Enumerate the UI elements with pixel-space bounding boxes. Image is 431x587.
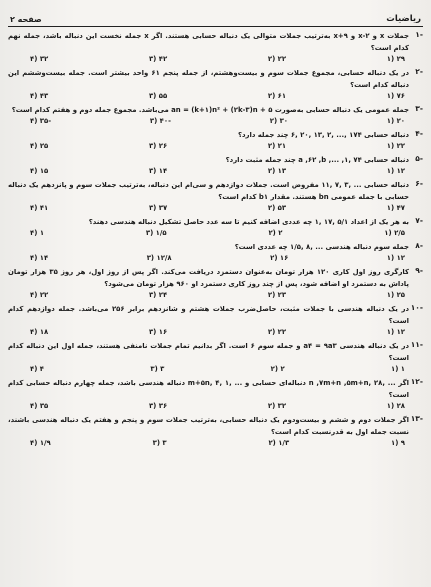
- question-item: [8, 377, 423, 412]
- answer-option[interactable]: ۳۲ (۲: [267, 402, 287, 410]
- question-item: [8, 154, 423, 177]
- question-list: [8, 30, 423, 449]
- question-number: -۱۳: [410, 414, 423, 423]
- answer-options: [8, 166, 409, 177]
- question-item: [8, 303, 423, 338]
- answer-option[interactable]: ۵۳ (۲: [267, 204, 287, 212]
- question-number: -۱۲: [410, 377, 423, 386]
- answer-option[interactable]: -۳۵ (۴: [30, 117, 52, 125]
- answer-option[interactable]: ۲۵ (۴: [30, 142, 49, 150]
- answer-option[interactable]: ۲۲ (۴: [30, 291, 49, 299]
- answer-option[interactable]: ۷۶ (۱: [386, 92, 405, 100]
- page-header: [8, 4, 423, 27]
- answer-options: [8, 141, 409, 152]
- answer-option[interactable]: ۴۳ (۴: [30, 92, 49, 100]
- answer-option[interactable]: ۱۲ (۱: [386, 167, 405, 175]
- question-number: -۹: [415, 266, 423, 275]
- answer-option[interactable]: ۱۶ (۳: [148, 328, 168, 336]
- answer-option[interactable]: ۲۲ (۱: [386, 142, 405, 150]
- answer-option[interactable]: ۳۰ (۲: [269, 117, 288, 125]
- answer-options: [8, 228, 409, 239]
- question-item: [8, 129, 423, 152]
- answer-option[interactable]: ۲۲ (۲: [267, 328, 287, 336]
- question-item: [8, 340, 423, 375]
- answer-option[interactable]: ۱/۵ (۳: [145, 229, 167, 237]
- answer-option[interactable]: ۳۷ (۳: [148, 204, 168, 212]
- question-text: در یک دنباله حسابی، مجموع جملات سوم و بیست‌وهشتم، از جمله پنجم ۶۱ واحد بیشتر است. جمله بیست‌وششم این دنباله کدام است؟: [8, 69, 409, 89]
- question-item: [8, 104, 423, 127]
- answer-option[interactable]: ۲۶ (۳: [148, 142, 168, 150]
- question-text: جملات x و x-۲ و x+۹ به‌ترتیب جملات متوالی یک دنباله حسابی هستند. اگر x جمله نخست این دنباله باشد، جمله نهم کدام است؟: [8, 32, 409, 52]
- question-text: در یک دنباله هندسی با جملات مثبت، حاصل‌ضرب جملات هشتم و شانزدهم برابر ۲۵۶ می‌باشد. جمله دوازدهم کدام است؟: [8, 305, 409, 325]
- question-number: -۳: [415, 104, 423, 113]
- question-number: -۱۰: [410, 303, 423, 312]
- question-text: اگر ... ,۲۸ ,n ,۷m+n ,۵m+n دنباله‌ای حسابی و ... ,۱ ,۴ ,m+۵n دنباله هندسی باشد، جمله چهارم دنباله حسابی کدام است؟: [8, 379, 409, 399]
- question-text: دنباله حسابی ۱۷۴ ,... ,۲ ,۱۳ ,۲۰ ,۶ چند جمله دارد؟: [237, 131, 409, 139]
- answer-option[interactable]: ۲ (۲: [270, 365, 285, 373]
- answer-option[interactable]: ۱۶ (۲: [270, 254, 289, 262]
- question-text: جمله سوم دنباله هندسی ... ,۸ ,۱/۵ چه عددی است؟: [234, 243, 409, 251]
- question-text: به هر یک از اعداد ۵/۱ ,۱۷ ,۱ چه عددی اضافه کنیم تا سه عدد حاصل تشکیل دنباله هندسی دهند؟: [88, 218, 409, 226]
- answer-options: [8, 401, 409, 412]
- question-item: [8, 216, 423, 239]
- answer-option[interactable]: ۲۵ (۱: [386, 291, 405, 299]
- question-number: -۶: [415, 179, 423, 188]
- answer-options: [8, 364, 409, 375]
- question-text: اگر جملات دوم و ششم و بیست‌ودوم یک دنباله حسابی، به‌ترتیب جملات سوم و پنجم و هفتم یک دنباله هندسی باشند، نسبت جمله اول به قدرنسبت کدام است؟: [8, 416, 409, 436]
- answer-options: [8, 290, 409, 301]
- answer-option[interactable]: ۲۰ (۱: [386, 117, 405, 125]
- answer-option[interactable]: -۴۰ (۳: [149, 117, 171, 125]
- question-item: [8, 414, 423, 449]
- answer-option[interactable]: ۱۲ (۱: [386, 254, 405, 262]
- answer-option[interactable]: ۲۹ (۱: [386, 55, 405, 63]
- question-number: -۷: [415, 216, 423, 225]
- answer-option[interactable]: ۲۸ (۱: [386, 402, 405, 410]
- question-number: -۱: [415, 30, 423, 39]
- question-number: -۴: [415, 129, 423, 138]
- answer-option[interactable]: ۴۱ (۴: [30, 204, 49, 212]
- answer-option[interactable]: ۲ (۲: [268, 229, 283, 237]
- answer-option[interactable]: ۲۴ (۳: [148, 291, 168, 299]
- answer-option[interactable]: ۱۲ (۱: [386, 328, 405, 336]
- question-text: جمله عمومی یک دنباله حسابی به‌صورت an = (k+۱)n² + (۲k-۳)n + ۵ می‌باشد. مجموع جمله دوم و هفتم کدام است؟: [11, 106, 409, 114]
- question-item: [8, 30, 423, 65]
- answer-option[interactable]: ۳۲ (۴: [30, 55, 49, 63]
- question-text: دنباله حسابی ... ,۳ ,۷ ,۱۱ مفروض است. جملات دوازدهم و سی‌ام این دنباله، به‌ترتیب جملات سوم و پانزدهم یک دنباله حسابی با جمله عمومی bn هستند. مقدار b۱ کدام است؟: [8, 181, 409, 201]
- answer-option[interactable]: ۱۴ (۳: [148, 167, 168, 175]
- answer-option[interactable]: ۲۱ (۲: [267, 142, 287, 150]
- answer-option[interactable]: ۱۴ (۴: [30, 254, 49, 262]
- answer-option[interactable]: ۱/۹ (۴: [30, 439, 51, 447]
- answer-option[interactable]: ۱/۳ (۲: [268, 439, 290, 447]
- answer-options: [8, 438, 409, 449]
- answer-option[interactable]: ۳۶ (۳: [148, 402, 168, 410]
- answer-option[interactable]: ۶۱ (۲: [267, 92, 287, 100]
- page-number: صفحه ۲: [10, 15, 42, 24]
- answer-options: [8, 116, 409, 127]
- answer-option[interactable]: ۳۵ (۴: [30, 402, 49, 410]
- question-text: کارگری روز اول کاری ۱۲۰ هزار تومان به‌عنوان دستمزد دریافت می‌کند. اگر پس از روز اول، هر روز ۳۵ هزار تومان پاداش به دستمزد او اضافه شود، پس از چند روز کاری دستمزد او ۹۶۰ هزار تومان می‌شود؟: [8, 268, 409, 288]
- question-number: -۵: [415, 154, 423, 163]
- answer-options: [8, 327, 409, 338]
- question-item: [8, 241, 423, 264]
- question-text: دنباله حسابی ۷۴ ,a ,۶۲ ,b ,... ,۱ چند جمله مثبت دارد؟: [225, 156, 409, 164]
- answer-option[interactable]: ۱ (۱: [391, 365, 405, 373]
- answer-option[interactable]: ۱۳ (۲: [267, 167, 287, 175]
- question-text: در یک دنباله هندسی a۴ = ۹a۳ و جمله سوم ۶ است. اگر بدانیم تمام جملات نامنفی هستند، جمله اول این دنباله کدام است؟: [8, 342, 409, 362]
- answer-option[interactable]: ۵۵ (۳: [148, 92, 168, 100]
- answer-option[interactable]: ۹ (۱: [391, 439, 405, 447]
- question-number: -۱۱: [410, 340, 423, 349]
- question-number: -۲: [415, 67, 423, 76]
- answer-option[interactable]: ۱۲/۸ (۳: [146, 254, 172, 262]
- question-item: [8, 67, 423, 102]
- answer-option[interactable]: ۴۷ (۱: [386, 204, 405, 212]
- answer-option[interactable]: ۳ (۳: [152, 439, 167, 447]
- answer-option[interactable]: ۱۵ (۴: [30, 167, 49, 175]
- answer-option[interactable]: ۱۸ (۴: [30, 328, 49, 336]
- answer-option[interactable]: ۳ (۳: [150, 365, 165, 373]
- question-item: [8, 179, 423, 214]
- answer-options: [8, 91, 409, 102]
- question-number: -۸: [415, 241, 423, 250]
- answer-option[interactable]: ۱ (۴: [30, 229, 45, 237]
- question-item: [8, 266, 423, 301]
- answer-options: [8, 203, 409, 214]
- answer-option[interactable]: ۲۳ (۲: [267, 291, 287, 299]
- answer-option[interactable]: ۴ (۴: [30, 365, 45, 373]
- answer-option[interactable]: ۲/۵ (۱: [384, 229, 405, 237]
- answer-options: [8, 54, 409, 65]
- answer-option[interactable]: ۲۲ (۲: [267, 55, 287, 63]
- subject-title: ریاضیات: [386, 14, 421, 24]
- answer-option[interactable]: ۴۲ (۳: [148, 55, 168, 63]
- answer-options: [8, 253, 409, 264]
